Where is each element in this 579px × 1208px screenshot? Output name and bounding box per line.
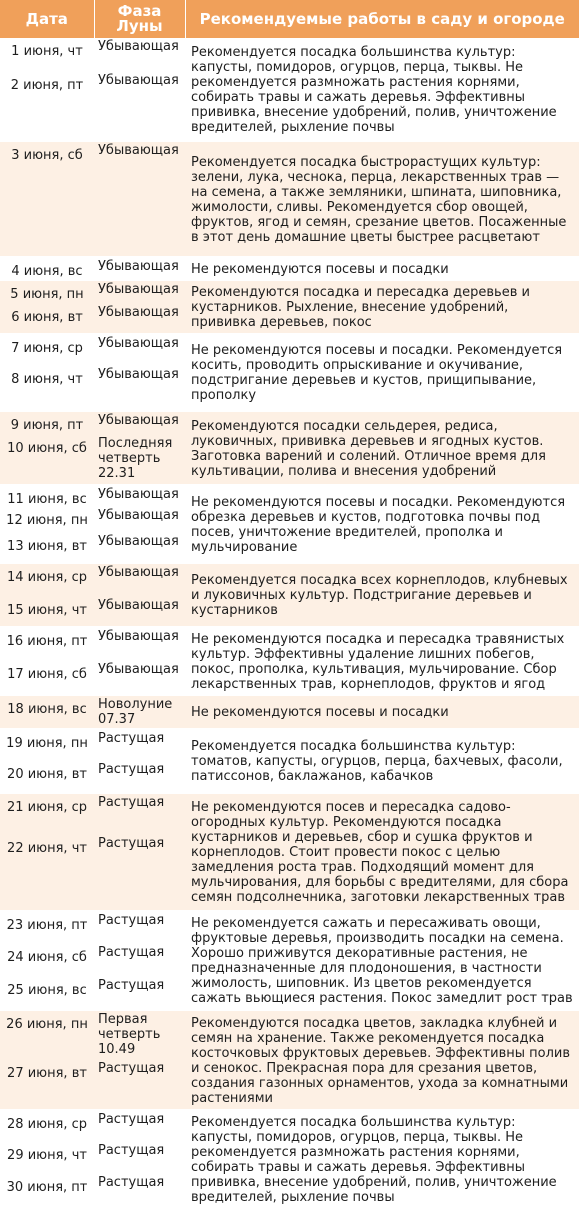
moon-phase-cell: Убывающая xyxy=(98,39,179,54)
date-cell: 12 июня, пн xyxy=(6,513,88,528)
date-cell: 9 июня, пт xyxy=(0,411,94,435)
date-cell: 28 июня, ср xyxy=(0,1110,94,1142)
moon-phase-cell: Растущая xyxy=(98,945,165,960)
moon-phase-cell: Убывающая xyxy=(94,257,185,280)
table-row xyxy=(0,911,579,944)
date-cell: 13 июня, вт xyxy=(7,539,87,554)
date-cell: 1 июня, чт xyxy=(11,44,83,59)
moon-phase-cell: Растущая xyxy=(98,978,165,993)
date-cell: 19 июня, пн xyxy=(0,729,94,761)
recommendation-cell: Не рекомендуется сажать и пересаживать овощи, фруктовые деревья, производить посадки на семена. Хорошо приживутся декоративные растения, не предназначенные для плодоношения, в частности жимолость, шиповник. Из цветов рекомендуется сажать вьющиеся растения. Покос замедлит рост трав xyxy=(185,911,579,1010)
recommendation-cell: Не рекомендуются посевы и посадки xyxy=(185,695,579,729)
moon-phase-cell: Убывающая xyxy=(94,141,185,257)
moon-phase-cell: Убывающая xyxy=(94,280,185,304)
date-cell: 14 июня, ср xyxy=(0,563,94,597)
table-row xyxy=(0,334,579,366)
moon-phase-cell: Убывающая xyxy=(94,304,185,334)
table-row xyxy=(0,280,579,304)
moon-phase-cell: Растущая xyxy=(94,1110,185,1142)
moon-phase-cell: Убывающая xyxy=(94,627,185,661)
date-cell: 16 июня, пт xyxy=(0,627,94,661)
date-cell: 2 июня, пт xyxy=(10,78,84,93)
table-row xyxy=(0,793,579,835)
moon-phase-cell: Убывающая xyxy=(94,597,185,627)
moon-phase-cell: Растущая xyxy=(98,762,165,777)
recommendation-cell: Не рекомендуются посевы и посадки. Рекомендуются обрезка деревьев и кустов, подготовка почвы под посев, уничтожение вредителей, прополка и мульчирование xyxy=(185,485,579,563)
date-cell: 22 июня, чт xyxy=(0,835,94,911)
date-cell: 17 июня, сб xyxy=(7,667,87,682)
moon-phase-cell: Растущая xyxy=(98,1175,165,1190)
moon-phase-cell: Убывающая xyxy=(94,411,185,435)
moon-phase-cell: Последняя четверть 22.31 xyxy=(94,435,185,485)
table-row xyxy=(0,563,579,597)
moon-phase-cell: Убывающая xyxy=(94,334,185,366)
date-cell: 26 июня, пн xyxy=(0,1010,94,1060)
date-cell: 15 июня, чт xyxy=(0,597,94,627)
recommendation-cell: Рекомендуется посадка большинства культур: томатов, капусты, огурцов, перца, бахчевых, фасоли, патиссонов, баклажанов, кабачков xyxy=(185,729,579,793)
date-cell: 6 июня, вт xyxy=(0,304,94,334)
date-cell: 11 июня, вс xyxy=(0,485,94,507)
date-cell: 10 июня, сб xyxy=(0,435,94,485)
table-row xyxy=(0,257,579,280)
date-cell: 7 июня, ср xyxy=(0,334,94,366)
table-row xyxy=(0,485,579,507)
moon-phase-cell: Убывающая xyxy=(98,73,179,88)
moon-phase-cell: Растущая xyxy=(94,835,185,911)
date-cell: 30 июня, пт xyxy=(6,1180,88,1195)
table-row xyxy=(0,1110,579,1142)
header-date: Дата xyxy=(0,0,94,38)
recommendation-cell: Не рекомендуются посевы и посадки xyxy=(185,257,579,280)
recommendation-cell: Рекомендуются посадка цветов, закладка клубней и семян на хранение. Также рекомендуется посадка косточковых фруктовых деревьев. Эффективны полив и сенокос. Прекрасная пора для срезания цветов, создания газонных орнаментов, ухода за комнатными растениями xyxy=(185,1010,579,1110)
header-moon-phase: Фаза Луны xyxy=(94,0,185,38)
table-row xyxy=(0,695,579,729)
table-row xyxy=(0,38,579,72)
moon-phase-cell: Новолуние 07.37 xyxy=(94,695,185,729)
table-row xyxy=(0,729,579,761)
date-cell: 23 июня, пт xyxy=(0,911,94,944)
moon-phase-cell: Растущая xyxy=(98,1143,165,1158)
table-row xyxy=(0,1010,579,1060)
recommendation-cell: Рекомендуется посадка быстрорастущих культур: зелени, лука, чеснока, перца, лекарственных трав — на семена, а также земляники, шпината, шиповника, жимолости, сливы. Рекомендуется сбор овощей, фруктов, ягод и семян, срезание цветов. Посаженные в этот день домашние цветы быстрее расцветают xyxy=(185,141,579,257)
moon-phase-cell: Растущая xyxy=(94,729,185,761)
header-row xyxy=(0,0,579,38)
date-cell: 3 июня, сб xyxy=(0,141,94,257)
recommendation-cell: Рекомендуется посадка всех корнеплодов, клубневых и луковичных культур. Подстригание деревьев и кустарников xyxy=(185,563,579,627)
header-recommended-work: Рекомендуемые работы в саду и огороде xyxy=(185,0,579,38)
recommendation-cell: Не рекомендуются посев и пересадка садово-огородных культур. Рекомендуются посадка кустарников и деревьев, сбор и сушка фруктов и корнеплодов. Стоит провести покос с целью замедления роста трав. Подходящий момент для мульчирования, для борьбы с вредителями, для сбора семян подсолнечника, заготовки лекарственных трав xyxy=(185,793,579,911)
date-cell: 5 июня, пн xyxy=(0,280,94,304)
moon-phase-cell: Растущая xyxy=(94,1060,185,1110)
date-cell: 29 июня, чт xyxy=(7,1148,87,1163)
recommendation-cell: Рекомендуются посадка и пересадка деревьев и кустарников. Рыхление, внесение удобрений, прививка деревьев, покос xyxy=(185,280,579,334)
table-body xyxy=(0,38,579,1208)
date-cell: 20 июня, вт xyxy=(7,767,87,782)
moon-phase-cell: Растущая xyxy=(94,911,185,944)
date-cell: 25 июня, вс xyxy=(7,983,87,998)
table-header xyxy=(0,0,579,38)
date-cell: 4 июня, вс xyxy=(0,257,94,280)
table-row xyxy=(0,141,579,257)
moon-phase-cell: Растущая xyxy=(94,793,185,835)
recommendation-cell: Не рекомендуются посадка и пересадка травянистых культур. Эффективны удаление лишних побегов, покос, прополка, культивация, мульчирование. Сбор лекарственных трав, корнеплодов, фруктов и ягод xyxy=(185,627,579,695)
table-row xyxy=(0,627,579,661)
moon-phase-cell: Убывающая xyxy=(98,508,179,523)
recommendation-cell: Не рекомендуются посевы и посадки. Рекомендуется косить, проводить опрыскивание и окучивание, подстригание деревьев и кустов, прищипывание, прополку xyxy=(185,334,579,411)
recommendation-cell: Рекомендуются посадки сельдерея, редиса, луковичных, прививка деревьев и ягодных кустов. Заготовка варений и солений. Отличное время для культивации, полива и внесения удобрений xyxy=(185,411,579,485)
moon-phase-cell: Убывающая xyxy=(98,662,179,677)
moon-phase-cell: Убывающая xyxy=(98,367,179,382)
moon-phase-cell: Убывающая xyxy=(98,534,179,549)
moon-phase-cell: Убывающая xyxy=(94,563,185,597)
date-cell: 21 июня, ср xyxy=(0,793,94,835)
date-cell: 18 июня, вс xyxy=(0,695,94,729)
moon-phase-cell: Первая четверть 10.49 xyxy=(94,1010,185,1060)
moon-phase-cell: Убывающая xyxy=(94,485,185,507)
date-cell: 8 июня, чт xyxy=(11,372,83,387)
date-cell: 24 июня, сб xyxy=(7,950,87,965)
recommendation-cell: Рекомендуется посадка большинства культур: капусты, помидоров, огурцов, перца, тыквы. Не рекомендуется размножать растения корнями, собирать травы и сажать деревья. Эффективны прививка, внесение удобрений, полив, уничтожение вредителей, рыхление почвы xyxy=(185,1110,579,1208)
table-row xyxy=(0,411,579,435)
recommendation-cell: Рекомендуется посадка большинства культур: капусты, помидоров, огурцов, перца, тыквы. Не рекомендуется размножать растения корнями, собирать травы и сажать деревья. Эффективны прививка, внесение удобрений, полив, уничтожение вредителей, рыхление почвы xyxy=(191,44,557,135)
date-cell: 27 июня, вт xyxy=(0,1060,94,1110)
